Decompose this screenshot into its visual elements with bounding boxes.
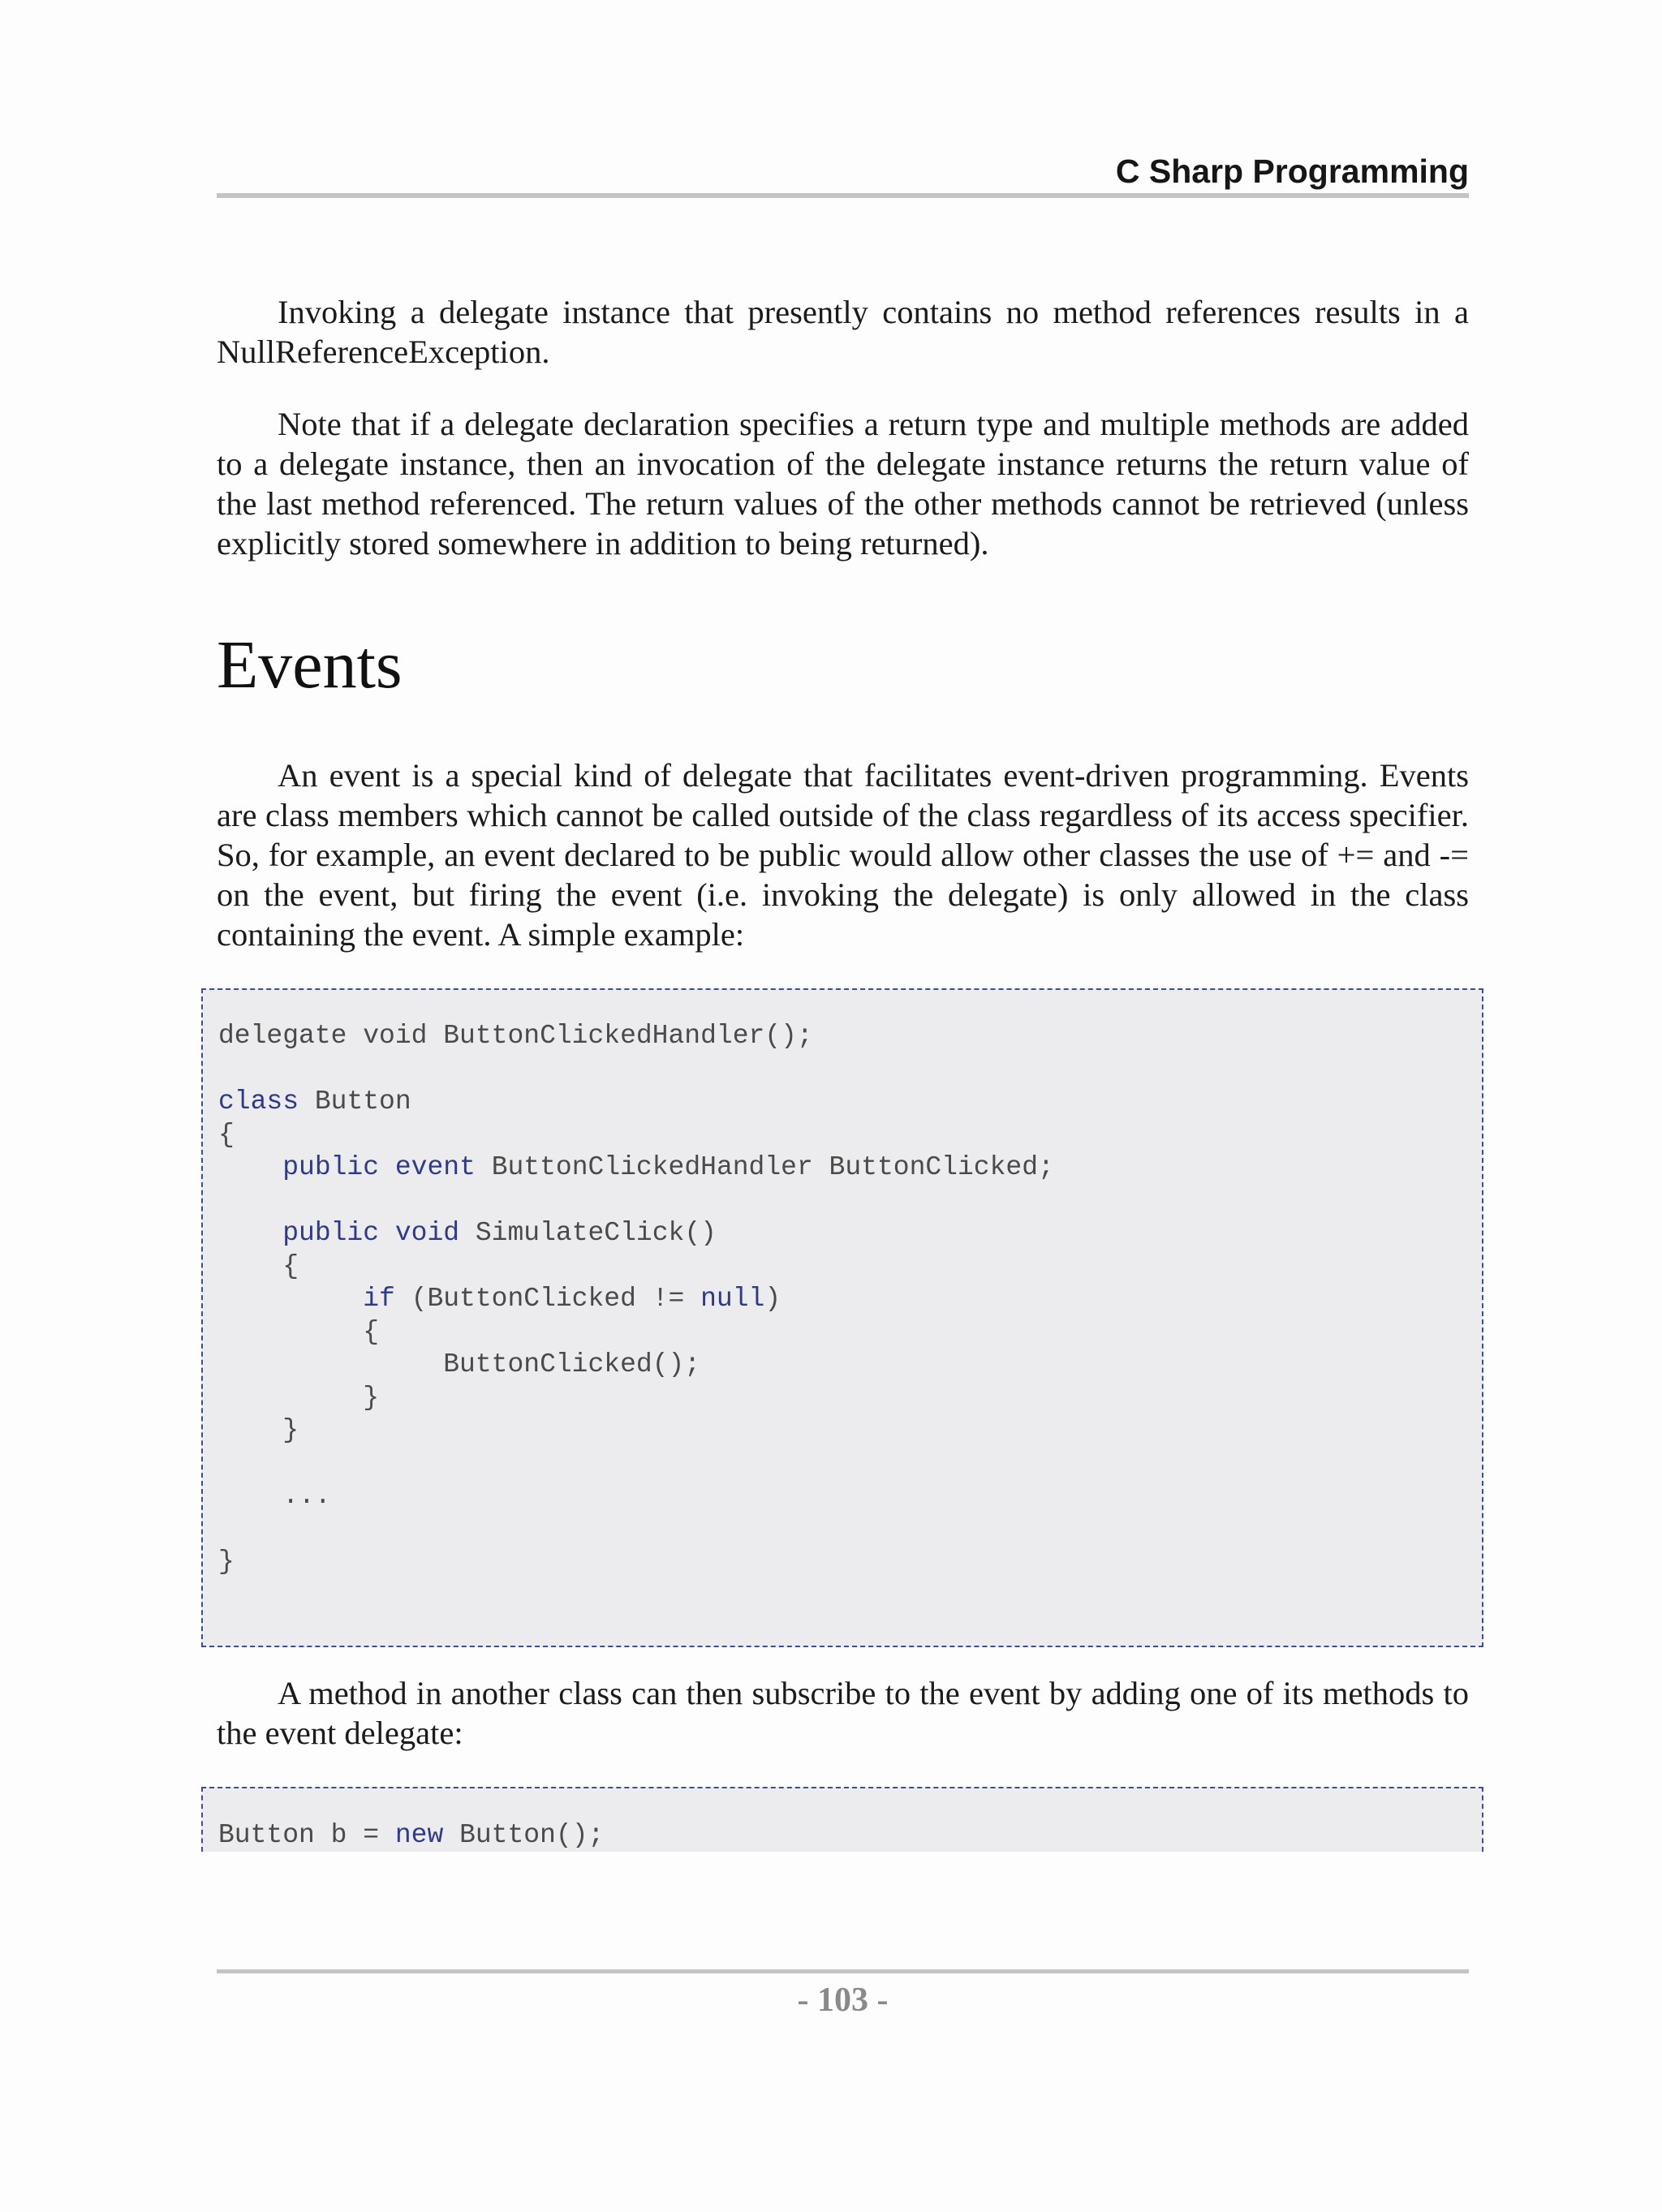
code-token: } — [218, 1547, 235, 1577]
code-token: Button — [299, 1087, 411, 1117]
code-token: ButtonClicked(); — [443, 1349, 701, 1379]
code-token: Button b = — [218, 1820, 395, 1850]
code-listing — [218, 1020, 1054, 1579]
code-listing — [218, 1819, 604, 1853]
page-number: - 103 - — [797, 1982, 889, 2019]
code-token: { — [363, 1316, 380, 1347]
code-token: ... — [282, 1481, 331, 1511]
code-token: (ButtonClicked != — [394, 1284, 701, 1314]
code-keyword: null — [700, 1284, 765, 1314]
code-token: ButtonClickedHandler ButtonClicked; — [475, 1152, 1054, 1182]
paragraph-return-values: Note that if a delegate declaration specifies a return type and multiple methods are added to a delegate instance, then an invocation of the delegate instance returns the return value of the last method referenced. The return values of the other methods cannot be retrieved (unless explicitly stored somewhere in addition to being returned). — [217, 406, 1469, 562]
code-token: SimulateClick() — [459, 1218, 717, 1248]
code-token: ) — [764, 1284, 781, 1314]
code-block-button-class — [201, 988, 1483, 1647]
code-block-button-instance — [201, 1787, 1483, 1852]
paragraph-events-intro: An event is a special kind of delegate that facilitates event-driven programming. Events are class members which cannot be called outside of the class regardless of its access specifier. So, for example, an event declared to be public would allow other classes the use of += and -= on the event, but firing the event (i.e. invoking the delegate) is only allowed in the class containing the event. A simple example: — [217, 757, 1469, 953]
code-keyword: void — [394, 1218, 460, 1248]
header-rule — [217, 193, 1469, 198]
paragraph-null-reference: Invoking a delegate instance that presently contains no method references results in a NullReferenceException. — [217, 294, 1469, 370]
section-heading-events: Events — [217, 627, 403, 703]
code-token: } — [282, 1415, 299, 1445]
code-token: delegate void ButtonClickedHandler(); — [218, 1021, 813, 1051]
code-token: } — [363, 1382, 380, 1413]
code-keyword: new — [394, 1820, 444, 1850]
footer-rule — [217, 1969, 1469, 1973]
code-keyword: if — [363, 1284, 395, 1314]
code-token: { — [282, 1250, 299, 1281]
code-keyword: class — [218, 1087, 299, 1117]
code-keyword: event — [394, 1152, 476, 1182]
code-keyword: public — [282, 1218, 380, 1248]
code-token: Button(); — [443, 1820, 605, 1850]
paragraph-subscribe: A method in another class can then subscribe to the event by adding one of its methods to the event delegate: — [217, 1675, 1469, 1751]
running-header: C Sharp Programming — [1115, 153, 1469, 190]
code-token: { — [218, 1119, 235, 1150]
code-keyword: public — [282, 1152, 380, 1182]
